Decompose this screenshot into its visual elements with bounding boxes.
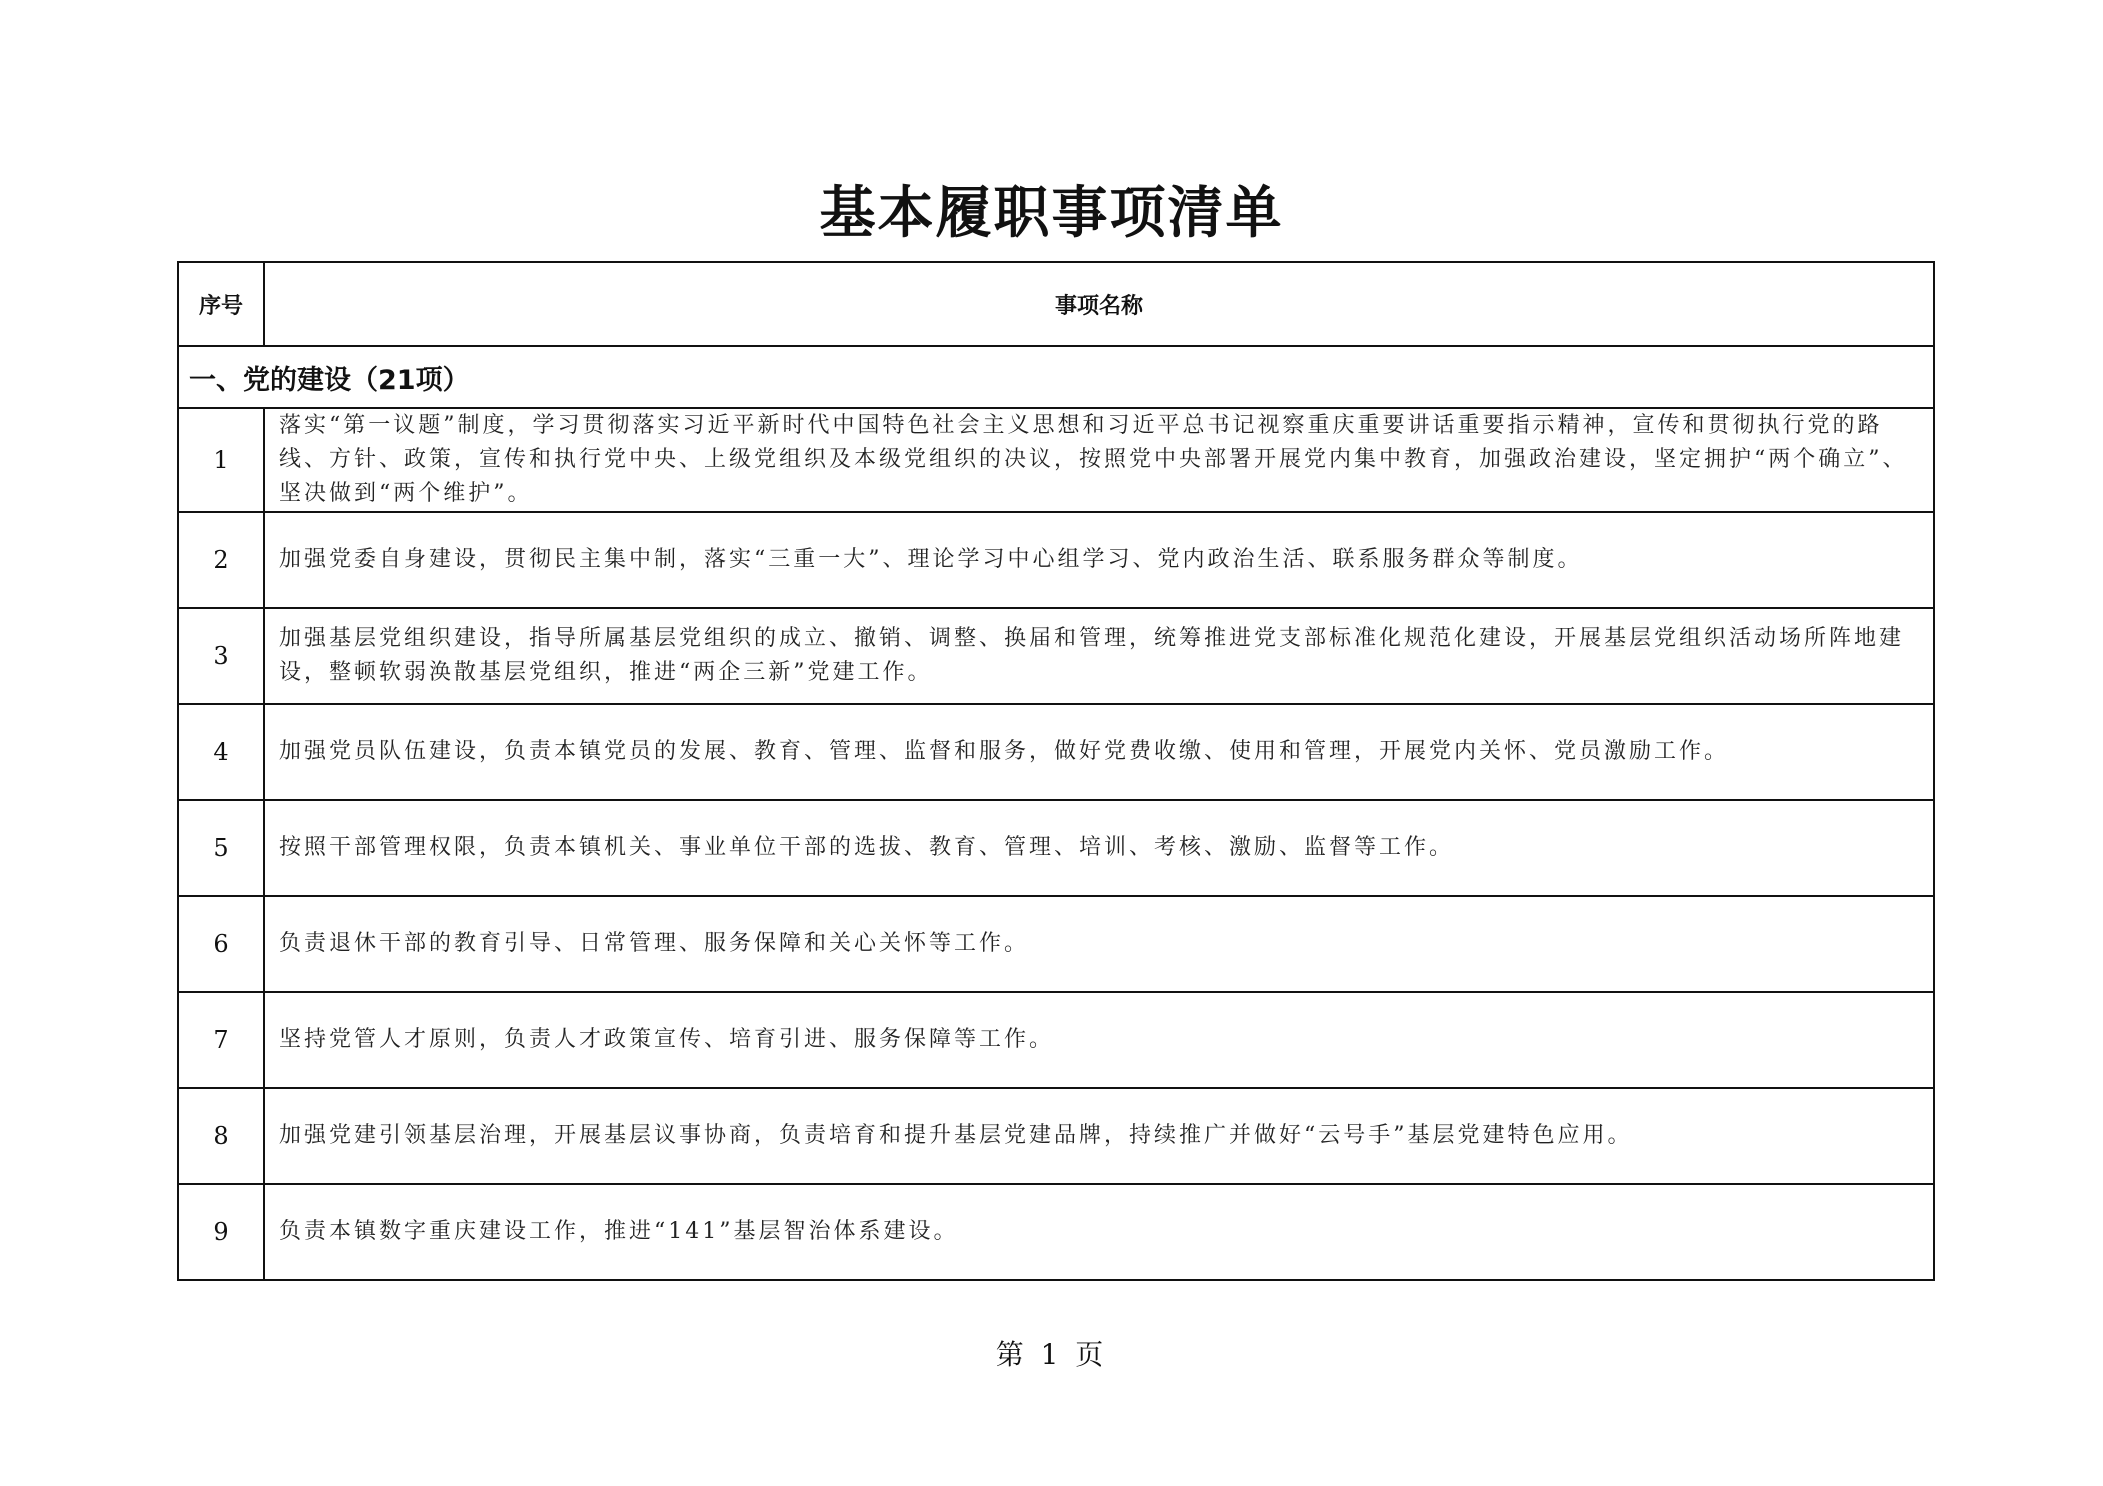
section-title: 一、党的建设（21项） <box>178 346 1934 408</box>
item-name: 按照干部管理权限，负责本镇机关、事业单位干部的选拔、教育、管理、培训、考核、激励、监督等工作。 <box>264 800 1934 896</box>
item-number: 6 <box>178 896 264 992</box>
header-name: 事项名称 <box>264 262 1934 346</box>
table-row <box>178 512 1934 608</box>
item-name: 加强党建引领基层治理，开展基层议事协商，负责培育和提升基层党建品牌，持续推广并做好“云号手”基层党建特色应用。 <box>264 1088 1934 1184</box>
page-title: 基本履职事项清单 <box>819 180 1284 246</box>
duty-table <box>177 261 1935 1281</box>
table-row <box>178 992 1934 1088</box>
item-name: 负责退休干部的教育引导、日常管理、服务保障和关心关怀等工作。 <box>264 896 1934 992</box>
table-header-row <box>178 262 1934 346</box>
table-row <box>178 1184 1934 1280</box>
table-row <box>178 704 1934 800</box>
table-row <box>178 408 1934 512</box>
header-number: 序号 <box>178 262 264 346</box>
page-number: 第 1 页 <box>995 1338 1108 1371</box>
item-name: 坚持党管人才原则，负责人才政策宣传、培育引进、服务保障等工作。 <box>264 992 1934 1088</box>
item-number: 4 <box>178 704 264 800</box>
item-number: 5 <box>178 800 264 896</box>
table-row <box>178 896 1934 992</box>
item-number: 7 <box>178 992 264 1088</box>
item-name: 加强党员队伍建设，负责本镇党员的发展、教育、管理、监督和服务，做好党费收缴、使用和管理，开展党内关怀、党员激励工作。 <box>264 704 1934 800</box>
table-row <box>178 1088 1934 1184</box>
item-number: 9 <box>178 1184 264 1280</box>
item-number: 1 <box>178 408 264 512</box>
table-row <box>178 800 1934 896</box>
item-name: 加强党委自身建设，贯彻民主集中制，落实“三重一大”、理论学习中心组学习、党内政治生活、联系服务群众等制度。 <box>264 512 1934 608</box>
section-row <box>178 346 1934 408</box>
item-number: 8 <box>178 1088 264 1184</box>
item-number: 2 <box>178 512 264 608</box>
item-name: 负责本镇数字重庆建设工作，推进“141”基层智治体系建设。 <box>264 1184 1934 1280</box>
item-name: 落实“第一议题”制度，学习贯彻落实习近平新时代中国特色社会主义思想和习近平总书记视察重庆重要讲话重要指示精神，宣传和贯彻执行党的路线、方针、政策，宣传和执行党中央、上级党组织及本级党组织的决议，按照党中央部署开展党内集中教育，加强政治建设，坚定拥护“两个确立”、坚决做到“两个维护”。 <box>264 408 1934 512</box>
table-row <box>178 608 1934 704</box>
item-name: 加强基层党组织建设，指导所属基层党组织的成立、撤销、调整、换届和管理，统筹推进党支部标准化规范化建设，开展基层党组织活动场所阵地建设，整顿软弱涣散基层党组织，推进“两企三新”党建工作。 <box>264 608 1934 704</box>
item-number: 3 <box>178 608 264 704</box>
